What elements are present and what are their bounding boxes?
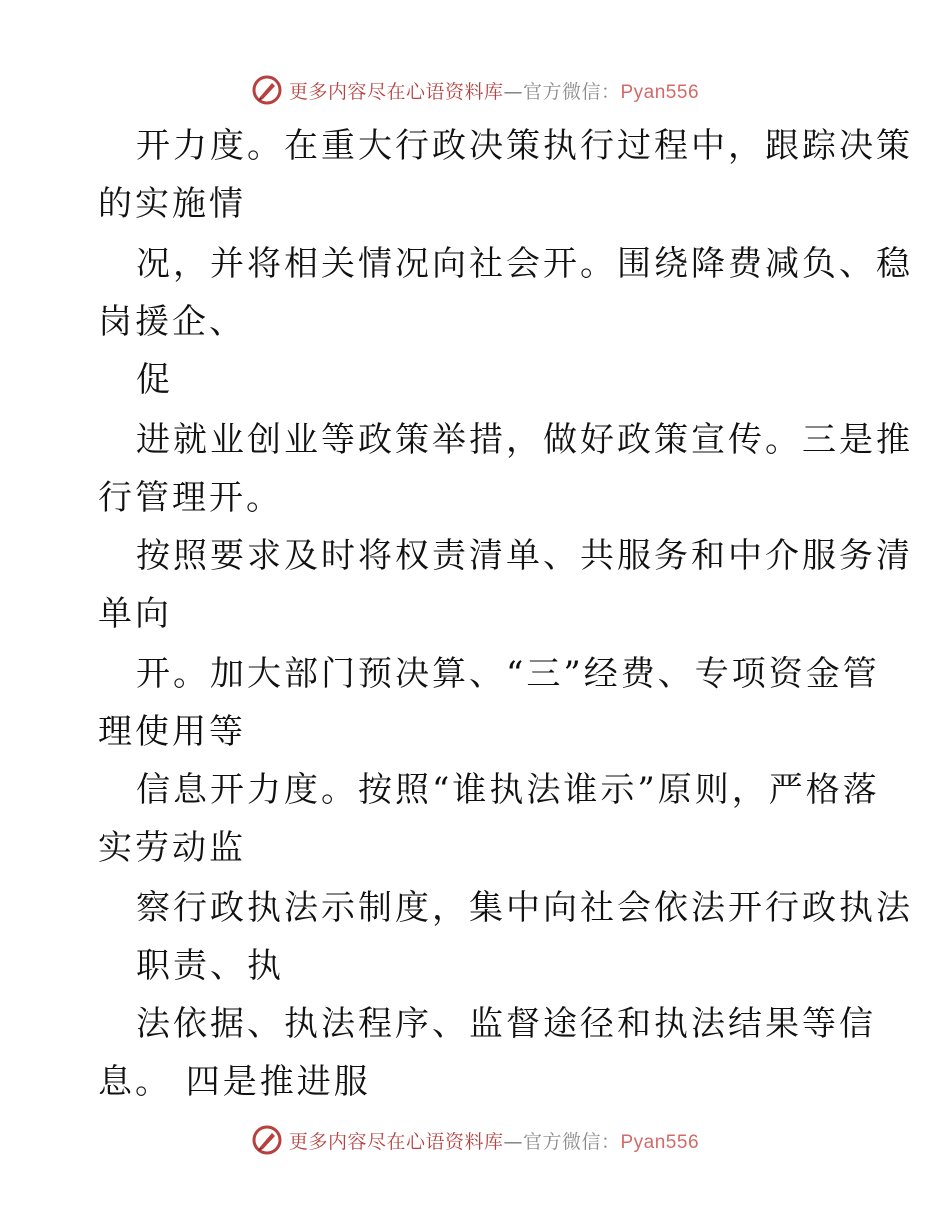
footer-brand: 更多内容尽在心语资料库 — [288, 1130, 504, 1153]
footer-separator: — — [503, 1130, 523, 1153]
body-line: 信息开力度。按照“谁执法谁示”原则，严格落 — [136, 770, 880, 810]
header-wechat-label: 官方微信： — [522, 80, 621, 103]
header-watermark-text — [289, 77, 699, 104]
footer-wechat-label: 官方微信： — [522, 1130, 621, 1153]
body-line: 理使用等 — [98, 712, 246, 752]
header-brand: 更多内容尽在心语资料库 — [288, 80, 504, 103]
body-line: 按照要求及时将权责清单、共服务和中介服务清 — [136, 536, 913, 576]
footer-watermark — [0, 1120, 950, 1160]
body-line: 息。 四是推进服 — [98, 1062, 371, 1102]
pen-logo-icon — [251, 74, 283, 106]
body-line: 开力度。在重大行政决策执行过程中，跟踪决策 — [136, 126, 913, 166]
body-line: 行管理开。 — [98, 478, 283, 518]
body-line: 察行政执法示制度，集中向社会依法开行政执法 — [136, 888, 913, 928]
footer-watermark-text — [289, 1127, 699, 1154]
body-line: 单向 — [98, 594, 172, 634]
pen-logo-icon — [251, 1124, 283, 1156]
header-separator: — — [503, 80, 523, 103]
body-line: 促 — [136, 360, 173, 400]
header-wechat-id: Pyan556 — [620, 81, 700, 103]
body-line: 实劳动监 — [98, 828, 246, 868]
header-watermark — [0, 70, 950, 110]
body-line: 职责、执 — [136, 946, 284, 986]
body-line: 况，并将相关情况向社会开。围绕降费减负、稳 — [136, 244, 913, 284]
body-line: 进就业创业等政策举措，做好政策宣传。三是推 — [136, 420, 913, 460]
body-line: 岗援企、 — [98, 302, 246, 342]
footer-wechat-id: Pyan556 — [620, 1131, 700, 1153]
body-line: 开。加大部门预决算、“三”经费、专项资金管 — [136, 654, 880, 694]
body-line: 法依据、执法程序、监督途径和执法结果等信 — [136, 1004, 876, 1044]
body-line: 的实施情 — [98, 184, 246, 224]
